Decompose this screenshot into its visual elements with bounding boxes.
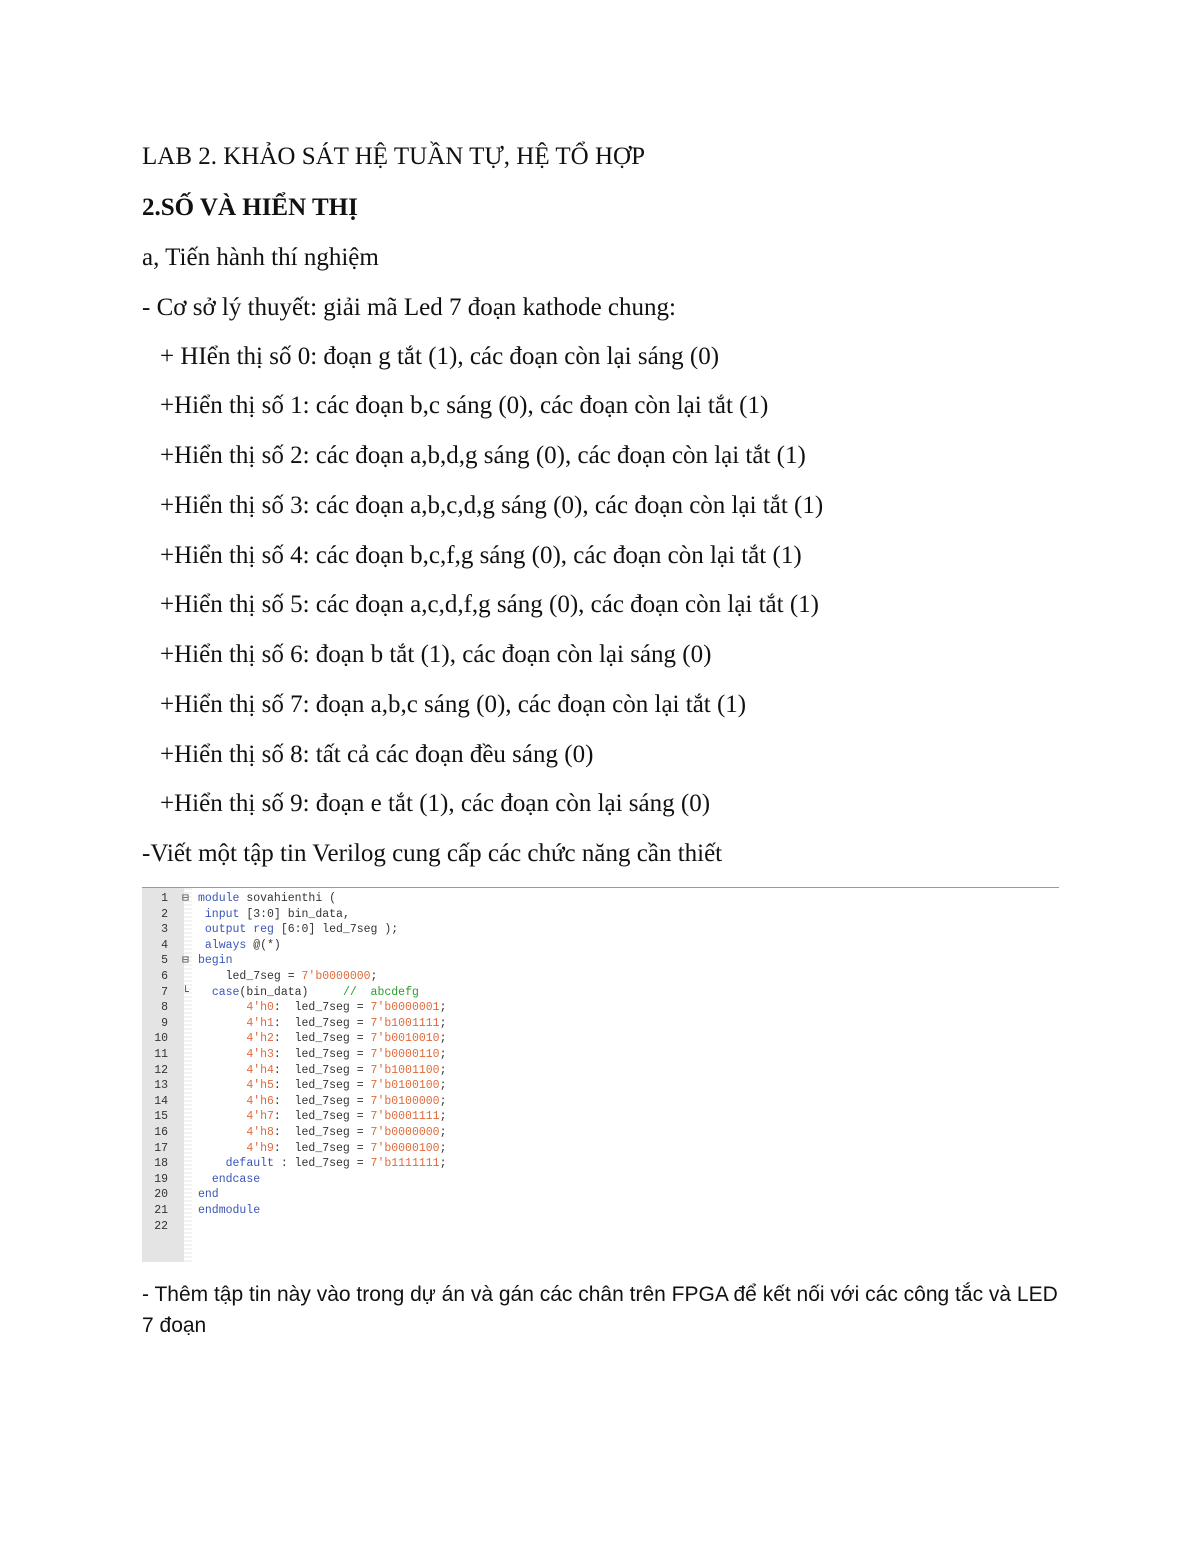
code-token: [198, 1095, 246, 1108]
code-literal: 7'b1001100: [370, 1063, 440, 1077]
code-literal: 7'b0100000: [370, 1094, 440, 1108]
line-number: 8: [161, 1001, 168, 1015]
verilog-intro: -Viết một tập tin Verilog cung cấp các chức năng cần thiết: [142, 840, 723, 867]
code-text: [198, 953, 233, 969]
code-line: [142, 1094, 1059, 1110]
subsection-heading: a, Tiến hành thí nghiệm: [142, 244, 379, 271]
code-literal: 7'b0000000: [370, 1126, 440, 1139]
digit-line-6: +Hiển thị số 6: đoạn b tắt (1), các đoạn còn lại sáng (0): [160, 641, 712, 668]
code-token: : led_7seg =: [273, 1063, 371, 1077]
code-literal: 7'b0100100: [370, 1079, 440, 1093]
code-token: ;: [439, 1094, 447, 1108]
line-number: 9: [161, 1016, 168, 1030]
code-line: [142, 1172, 1059, 1188]
code-literal: 4'h1: [246, 1016, 274, 1030]
code-token: [198, 1110, 246, 1123]
code-literal: 4'h3: [246, 1048, 274, 1061]
line-number: 3: [161, 923, 168, 937]
code-text: [198, 907, 350, 923]
code-token: ;: [439, 1032, 447, 1046]
code-literal: 4'h8: [246, 1126, 274, 1139]
code-token: [198, 1017, 246, 1030]
line-number: 15: [154, 1110, 168, 1124]
code-literal: 4'h2: [246, 1032, 274, 1046]
code-text: [198, 1125, 446, 1141]
code-token: ;: [439, 1079, 447, 1093]
digit-line-7: +Hiển thị số 7: đoạn a,b,c sáng (0), các đoạn còn lại tắt (1): [160, 691, 747, 718]
code-text: [198, 1047, 446, 1063]
lab-title: LAB 2. KHẢO SÁT HỆ TUẦN TỰ, HỆ TỔ HỢP: [142, 143, 645, 170]
code-text: [198, 1094, 446, 1110]
code-token: ;: [439, 1063, 447, 1077]
line-number: 19: [154, 1172, 168, 1186]
code-text: [198, 1016, 446, 1032]
code-token: [198, 923, 205, 936]
code-token: : led_7seg =: [273, 1126, 371, 1139]
line-number: 5: [161, 954, 168, 968]
digit-line-9: +Hiển thị số 9: đoạn e tắt (1), các đoạn còn lại sáng (0): [160, 790, 711, 817]
digit-line-4: +Hiển thị số 4: các đoạn b,c,f,g sáng (0), các đoạn còn lại tắt (1): [160, 542, 802, 569]
code-token: ;: [439, 1126, 447, 1139]
code-literal: 4'h6: [246, 1094, 274, 1108]
code-line: [142, 1031, 1059, 1047]
code-token: ;: [370, 970, 378, 983]
line-number: 1: [161, 892, 168, 905]
code-line: [142, 1125, 1059, 1141]
code-text: [198, 1078, 446, 1094]
code-token: : led_7seg =: [273, 1141, 371, 1155]
code-text: [198, 1141, 446, 1157]
code-line: [142, 969, 1059, 985]
code-token: [198, 1173, 212, 1186]
code-keyword: module: [198, 892, 240, 905]
line-number: 4: [161, 938, 168, 952]
code-token: [198, 1064, 246, 1077]
code-text: [198, 1109, 446, 1125]
code-token: @(*): [246, 938, 281, 952]
code-literal: 4'h5: [246, 1079, 274, 1093]
digit-line-2: +Hiển thị số 2: các đoạn a,b,d,g sáng (0), các đoạn còn lại tắt (1): [160, 442, 806, 469]
code-comment: // abcdefg: [342, 985, 419, 999]
code-text: [198, 1031, 446, 1047]
line-number: 2: [161, 907, 168, 921]
code-line: [142, 1156, 1059, 1172]
code-text: [198, 1000, 446, 1016]
code-literal: 4'h7: [246, 1110, 274, 1124]
code-text: [198, 1172, 260, 1188]
code-token: [198, 939, 205, 952]
code-literal: 4'h9: [246, 1141, 274, 1155]
code-token: [198, 1142, 246, 1155]
code-text: [198, 1063, 446, 1079]
code-token: : led_7seg =: [273, 1032, 371, 1046]
line-number: 12: [154, 1063, 168, 1077]
code-token: ;: [439, 1001, 447, 1015]
code-token: ;: [439, 1110, 447, 1124]
fold-marker-icon: ⊟: [182, 954, 189, 968]
code-line: [142, 953, 1059, 969]
code-literal: 4'h4: [246, 1063, 274, 1077]
line-number: 6: [161, 970, 168, 983]
code-keyword: always: [204, 938, 247, 952]
footer-paragraph: - Thêm tập tin này vào trong dự án và gán các chân trên FPGA để kết nối với các công tắc và LED 7 đoạn: [142, 1283, 1058, 1337]
code-text: [198, 969, 377, 985]
code-literal: 7'b0010010: [370, 1032, 440, 1046]
line-number: 11: [154, 1048, 168, 1061]
code-token: sovahienthi (: [239, 892, 337, 905]
fold-marker-icon: └: [182, 985, 189, 999]
code-token: [198, 1126, 246, 1139]
code-token: [198, 1157, 226, 1170]
theory-line: - Cơ sở lý thuyết: giải mã Led 7 đoạn kathode chung:: [142, 294, 676, 321]
line-number: 21: [154, 1204, 168, 1217]
code-literal: 7'b0001111: [370, 1110, 440, 1124]
code-line: [142, 1063, 1059, 1079]
digit-line-3: +Hiển thị số 3: các đoạn a,b,c,d,g sáng (0), các đoạn còn lại tắt (1): [160, 492, 824, 519]
code-token: : led_7seg =: [273, 1110, 371, 1124]
code-text: [198, 891, 336, 907]
digit-line-5: +Hiển thị số 5: các đoạn a,c,d,f,g sáng (0), các đoạn còn lại tắt (1): [160, 591, 819, 618]
code-line: [142, 891, 1059, 907]
code-literal: 7'b0000001: [370, 1001, 440, 1015]
code-token: [198, 1048, 246, 1061]
code-text: [198, 985, 419, 1001]
code-token: ;: [439, 1016, 447, 1030]
line-number: 14: [154, 1094, 168, 1108]
section-heading: 2.SỐ VÀ HIỂN THỊ: [142, 194, 358, 221]
code-token: [198, 908, 205, 921]
code-token: ;: [439, 1157, 447, 1171]
code-token: [3:0] bin_data,: [239, 907, 350, 921]
code-line: [142, 1078, 1059, 1094]
code-token: ;: [439, 1141, 447, 1155]
code-token: : led_7seg =: [273, 1048, 371, 1061]
code-line: [142, 1016, 1059, 1032]
code-line: [142, 1187, 1059, 1203]
code-token: : led_7seg =: [273, 1094, 371, 1108]
code-keyword: begin: [198, 954, 233, 968]
code-token: (bin_data): [239, 985, 343, 999]
code-keyword: output reg: [204, 923, 274, 937]
code-literal: 7'b0000110: [370, 1048, 440, 1061]
code-line: [142, 1141, 1059, 1157]
line-number: 22: [154, 1219, 168, 1233]
code-line: [142, 1203, 1059, 1219]
code-keyword: input: [204, 907, 240, 921]
line-number: 17: [154, 1141, 168, 1155]
code-text: [198, 922, 398, 938]
line-number: 18: [154, 1157, 168, 1171]
code-line: [142, 1047, 1059, 1063]
code-text: [198, 1187, 219, 1203]
line-number: 16: [154, 1126, 168, 1139]
code-token: [198, 986, 212, 999]
digit-line-1: +Hiển thị số 1: các đoạn b,c sáng (0), các đoạn còn lại tắt (1): [160, 392, 769, 419]
code-screenshot: [142, 887, 1059, 1262]
code-line: [142, 907, 1059, 923]
code-token: [198, 1079, 246, 1092]
code-line: [142, 1219, 1059, 1235]
code-keyword: case: [211, 985, 240, 999]
code-line: [142, 1000, 1059, 1016]
code-text: [198, 1156, 446, 1172]
code-line: [142, 985, 1059, 1001]
line-number: 13: [154, 1079, 168, 1093]
code-token: [198, 1032, 246, 1045]
code-token: : led_7seg =: [273, 1079, 371, 1093]
code-text: [198, 1203, 260, 1219]
code-literal: 7'b1001111: [370, 1016, 440, 1030]
code-line: [142, 922, 1059, 938]
digit-line-8: +Hiển thị số 8: tất cả các đoạn đều sáng (0): [160, 741, 594, 768]
code-token: [198, 1001, 246, 1014]
digit-line-0: + HIển thị số 0: đoạn g tắt (1), các đoạn còn lại sáng (0): [160, 343, 720, 370]
line-number: 20: [154, 1188, 168, 1202]
code-token: [6:0] led_7seg );: [273, 923, 399, 937]
code-literal: 7'b0000000: [301, 970, 371, 983]
code-token: led_7seg =: [198, 970, 302, 983]
code-token: : led_7seg =: [273, 1157, 371, 1171]
code-literal: 7'b1111111: [370, 1157, 440, 1171]
code-keyword: endcase: [211, 1172, 261, 1186]
code-literal: 4'h0: [246, 1001, 274, 1015]
code-keyword: endmodule: [198, 1204, 261, 1217]
code-token: : led_7seg =: [273, 1001, 371, 1015]
code-text: [198, 938, 281, 954]
code-literal: 7'b0000100: [370, 1141, 440, 1155]
code-line: [142, 1109, 1059, 1125]
code-line: [142, 938, 1059, 954]
code-keyword: default: [225, 1157, 274, 1171]
code-keyword: end: [198, 1188, 219, 1202]
fold-marker-icon: ⊟: [182, 892, 189, 905]
code-token: ;: [439, 1048, 447, 1061]
line-number: 7: [161, 985, 168, 999]
line-number: 10: [154, 1032, 168, 1046]
code-token: : led_7seg =: [273, 1016, 371, 1030]
